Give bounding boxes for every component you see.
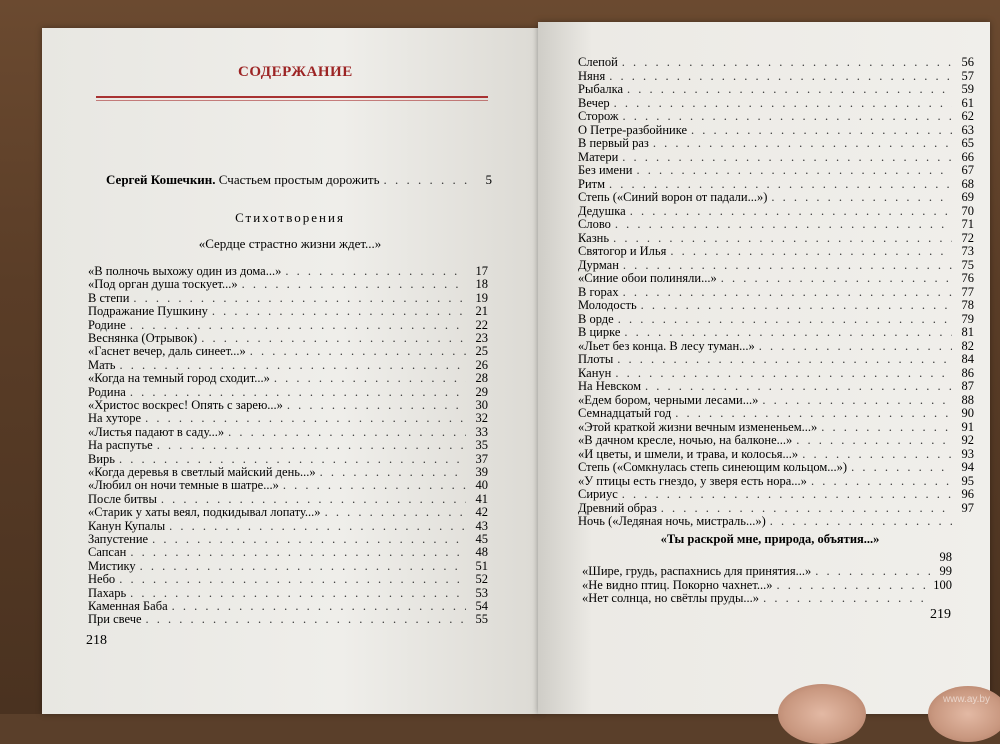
toc-entry-page: 92 — [961, 433, 974, 447]
toc-entry-title: После битвы — [88, 491, 157, 506]
toc-entry-title: Слово — [578, 217, 611, 231]
toc-entry-page: 73 — [961, 244, 974, 258]
leader-dots — [770, 514, 952, 529]
toc-entry-title: Канун Купалы — [88, 518, 166, 533]
toc-entry-page: 17 — [475, 264, 488, 278]
toc-entry-title: «В дачном кресле, ночью, на балконе...» — [578, 433, 793, 447]
toc-entry-title: «У птицы есть гнездо, у зверя есть нора...» — [578, 473, 807, 488]
toc-entry-page: 94 — [961, 460, 974, 474]
toc-entry-title: Подражание Пушкину — [88, 304, 208, 319]
toc-entry-page: 87 — [961, 379, 974, 393]
toc-entry[interactable] — [578, 514, 974, 529]
toc-entry-page: 76 — [961, 271, 974, 285]
toc-entry-title: Дедушка — [578, 203, 626, 218]
toc-entry-page: 63 — [961, 122, 974, 137]
toc-entry-page: 26 — [475, 357, 488, 372]
toc-entry-page: 79 — [961, 311, 974, 326]
toc-entry-page: 52 — [475, 572, 488, 587]
toc-entry-page: 84 — [961, 352, 974, 366]
toc-entry-page: 28 — [475, 371, 488, 386]
leader-dots — [763, 591, 930, 606]
toc-entry-title: Веснянка (Отрывок) — [88, 331, 198, 345]
toc-entry[interactable] — [582, 591, 952, 606]
toc-entry-page: 96 — [961, 487, 974, 501]
toc-entry-title: Святогор и Илья — [578, 244, 667, 258]
toc-entry-title: Сторож — [578, 109, 619, 123]
toc-entry-title: Вирь — [88, 451, 115, 466]
toc-entry-page: 69 — [961, 190, 974, 204]
toc-entry-title: Сириус — [578, 487, 618, 501]
section-heading: Стихотворения — [235, 210, 345, 225]
toc-entry-page: 19 — [475, 290, 488, 305]
toc-entry-title: В первый раз — [578, 136, 649, 150]
toc-entry-title: Сапсан — [88, 545, 127, 560]
toc-entry-title: «Синие обои полиняли...» — [578, 271, 717, 285]
toc-entry-page: 78 — [961, 298, 974, 312]
toc-entry-page: 18 — [475, 277, 488, 292]
toc-entry-page: 100 — [933, 577, 952, 592]
toc-entry-title: Слепой — [578, 55, 618, 69]
toc-entry-title: Мистику — [88, 558, 136, 573]
toc-entry-title: «Старик у хаты веял, подкидывал лопату...» — [88, 505, 321, 520]
toc-entry-page: 99 — [939, 564, 952, 578]
toc-entry-title: «Когда деревья в светлый майский день...» — [88, 465, 316, 479]
toc-entry-title: «Едем бором, черными лесами...» — [578, 392, 759, 407]
toc-entry-page: 81 — [961, 325, 974, 339]
leader-dots — [384, 172, 470, 187]
toc-entry-page: 32 — [475, 411, 488, 426]
toc-entry-title: Канун — [578, 365, 612, 380]
toc-entry-title: Дурман — [578, 257, 619, 272]
toc-entry-title: «Листья падают в саду...» — [88, 424, 225, 439]
finger-left — [778, 684, 866, 744]
toc-entry-page: 61 — [961, 95, 974, 110]
toc-entry-page: 41 — [475, 491, 488, 506]
toc-entry-page: 62 — [961, 109, 974, 123]
toc-entry-page: 71 — [961, 217, 974, 231]
toc-entry-title: Древний образ — [578, 500, 657, 515]
toc-entry-page: 75 — [961, 257, 974, 272]
toc-entry-title: О Петре-разбойнике — [578, 122, 688, 137]
toc-entry-page: 51 — [475, 558, 488, 573]
toc-entry-title: Ночь («Ледяная ночь, мистраль...») — [578, 514, 766, 528]
toc-intro-row[interactable] — [106, 172, 492, 187]
toc-entry-title: Семнадцатый год — [578, 406, 672, 420]
toc-entry-page: 29 — [475, 384, 488, 399]
toc-entry-page: 57 — [961, 68, 974, 83]
toc-entry-title: «И цветы, и шмели, и трава, и колосья...» — [578, 446, 799, 461]
toc-entry-page: 30 — [475, 398, 488, 412]
toc-entry-page: 23 — [475, 331, 488, 345]
toc-entry-page: 59 — [961, 82, 974, 96]
toc-entry-title: Запустение — [88, 532, 149, 546]
toc-entry-title: В степи — [88, 290, 130, 305]
toc-entry-page: 25 — [475, 344, 488, 359]
toc-entry-title: Ритм — [578, 176, 606, 191]
toc-entry-page: 65 — [961, 136, 974, 150]
toc-entry-page: 53 — [475, 585, 488, 600]
toc-entry-title: Мать — [88, 357, 116, 372]
toc-entry-title: Рыбалка — [578, 82, 624, 96]
toc-entry-title: Матери — [578, 149, 619, 164]
orphan-page-number: 98 — [939, 550, 952, 564]
toc-entry-page: 66 — [961, 149, 974, 164]
toc-entry-title: Молодость — [578, 298, 637, 312]
toc-entry-title: Родина — [88, 384, 126, 399]
toc-entry-title: «Под орган душа тоскует...» — [88, 277, 238, 292]
toc-entry-title: Пахарь — [88, 585, 127, 600]
toc-entry-title: Няня — [578, 68, 606, 83]
toc-entry-title: Степь («Синий ворон от падали...») — [578, 190, 768, 204]
toc-entry-title: Без имени — [578, 163, 633, 177]
toc-entry-title: «Льет без конца. В лесу туман...» — [578, 338, 755, 353]
toc-entry-title: В горах — [578, 284, 619, 299]
toc-entry-page: 56 — [961, 55, 974, 69]
toc-entry-title: Казнь — [578, 230, 610, 245]
toc-entry-title: «Шире, грудь, распахнись для принятия...» — [582, 564, 812, 578]
toc-entry-page: 93 — [961, 446, 974, 461]
toc-entry-title: «Гаснет вечер, даль синеет...» — [88, 344, 246, 359]
page-number-right: 219 — [930, 607, 951, 622]
leader-dots — [146, 612, 466, 627]
toc-entry-page: 43 — [475, 518, 488, 533]
toc-entry-page: 95 — [961, 473, 974, 488]
toc-entry-title: Вечер — [578, 95, 610, 110]
toc-entry[interactable] — [88, 612, 488, 627]
toc-entry-title: В орде — [578, 311, 614, 326]
subsection-heading-2: «Ты раскрой мне, природа, объятия...» — [660, 532, 880, 546]
toc-entry-page: 72 — [961, 230, 974, 245]
toc-entry-title: «Любил он ночи темные в шатре...» — [88, 478, 279, 493]
toc-entry-title: Родине — [88, 317, 126, 332]
header-rule — [96, 96, 488, 98]
toc-entry-page: 97 — [961, 500, 974, 515]
intro-author: Сергей Кошечкин. — [106, 172, 216, 187]
toc-entry-title: «Этой краткой жизни вечным измененьем...» — [578, 419, 818, 434]
toc-entry-page: 35 — [475, 438, 488, 453]
toc-entry-title: «В полночь выхожу один из дома...» — [88, 264, 282, 278]
toc-entry-page: 82 — [961, 338, 974, 353]
toc-entry-page: 42 — [475, 505, 488, 520]
toc-entry-page: 40 — [475, 478, 488, 493]
toc-entry-title: Небо — [88, 572, 116, 587]
toc-entry-page: 33 — [475, 424, 488, 439]
toc-entry-page: 55 — [475, 612, 488, 627]
subsection-heading: «Сердце страстно жизни ждет...» — [198, 236, 382, 251]
toc-entry-page: 21 — [475, 304, 488, 319]
toc-entry-title: Каменная Баба — [88, 599, 168, 613]
toc-entry-title: Степь («Сомкнулась степь синеющим кольцом...») — [578, 460, 848, 474]
toc-entry-title: «Когда на темный город сходит...» — [88, 371, 270, 386]
toc-entry-title: Плоты — [578, 352, 614, 366]
toc-entry-page: 91 — [961, 419, 974, 434]
toc-entry-page: 88 — [961, 392, 974, 407]
toc-entry-title: В цирке — [578, 325, 621, 339]
toc-entry-page: 54 — [475, 599, 488, 613]
page-number-left: 218 — [86, 633, 107, 648]
toc-entry-title: При свече — [88, 612, 142, 627]
toc-entry-page: 45 — [475, 532, 488, 546]
toc-entry-page: 77 — [961, 284, 974, 299]
toc-entry-page: 86 — [961, 365, 974, 380]
running-head: СОДЕРЖАНИЕ — [238, 64, 353, 80]
toc-entry-page: 67 — [961, 163, 974, 177]
toc-entry-title: На Невском — [578, 379, 642, 393]
toc-entry-title: «Не видно птиц. Покорно чахнет...» — [582, 577, 773, 592]
toc-entry-title: «Христос воскрес! Опять с зарею...» — [88, 398, 283, 412]
toc-entry-page: 22 — [475, 317, 488, 332]
toc-entry-title: На распутье — [88, 438, 153, 453]
toc-entry-title: На хуторе — [88, 411, 142, 426]
toc-entry-page: 39 — [475, 465, 488, 479]
toc-entry-page: 70 — [961, 203, 974, 218]
toc-entry-page: 37 — [475, 451, 488, 466]
watermark: www.ay.by — [942, 694, 990, 705]
toc-entry-page: 90 — [961, 406, 974, 420]
intro-title: Счастьем простым дорожить — [215, 172, 380, 187]
toc-entry-title: «Нет солнца, но свётлы пруды...» — [582, 591, 760, 606]
intro-page: 5 — [485, 172, 492, 187]
header-rule-thin — [96, 100, 488, 101]
toc-entry-page: 48 — [475, 545, 488, 560]
toc-entry-page: 68 — [961, 176, 974, 191]
